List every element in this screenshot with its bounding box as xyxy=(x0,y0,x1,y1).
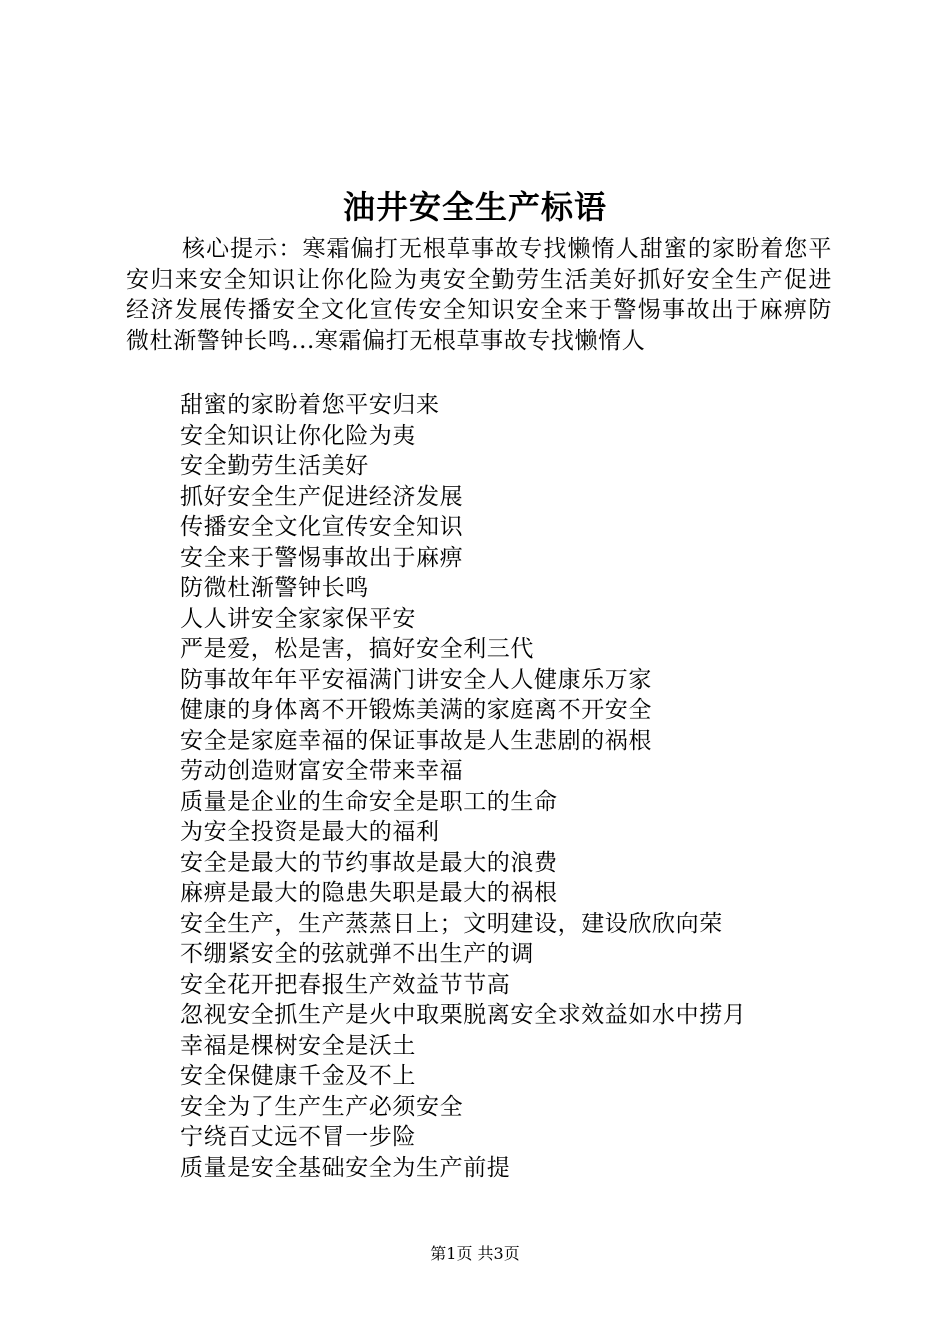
slogan-line: 传播安全文化宣传安全知识 xyxy=(180,514,464,540)
slogan-line: 安全为了生产生产必须安全 xyxy=(180,1093,464,1120)
page-footer: 第1页 共3页 xyxy=(430,1244,520,1263)
slogan-line: 安全生产，生产蒸蒸日上；文明建设，建设欣欣向荣 xyxy=(180,910,723,937)
slogan-line: 安全是家庭幸福的保证事故是人生悲剧的祸根 xyxy=(180,727,652,754)
slogan-line: 劳动创造财富安全带来幸福 xyxy=(180,758,464,784)
slogan-line: 安全来于警惕事故出于麻痹 xyxy=(180,544,464,571)
slogan-line: 抓好安全生产促进经济发展 xyxy=(180,483,464,510)
slogan-line: 安全勤劳生活美好 xyxy=(180,453,369,479)
slogan-line: 安全保健康千金及不上 xyxy=(180,1063,416,1089)
slogan-line: 质量是企业的生命安全是职工的生命 xyxy=(180,788,558,815)
slogan-list xyxy=(180,390,746,1183)
slogan-line: 不绷紧安全的弦就弹不出生产的调 xyxy=(180,941,534,967)
slogan-line: 质量是安全基础安全为生产前提 xyxy=(180,1154,511,1181)
slogan-line: 健康的身体离不开锻炼美满的家庭离不开安全 xyxy=(180,697,652,723)
slogan-line: 甜蜜的家盼着您平安归来 xyxy=(180,392,440,418)
slogan-line: 安全是最大的节约事故是最大的浪费 xyxy=(180,849,558,876)
intro-paragraph: 核心提示：寒霜偏打无根草事故专找懒惰人甜蜜的家盼着您平安归来安全知识让你化险为夷安全勤劳生活美好抓好安全生产促进经济发展传播安全文化宣传安全知识安全来于警惕事故出于麻痹防微杜渐警钟长鸣...寒霜偏打无根草事故专找懒惰人 xyxy=(126,236,832,354)
slogan-line: 防微杜渐警钟长鸣 xyxy=(180,575,369,601)
slogan-line: 防事故年年平安福满门讲安全人人健康乐万家 xyxy=(180,666,652,693)
slogan-line: 麻痹是最大的隐患失职是最大的祸根 xyxy=(180,880,558,906)
slogan-line: 人人讲安全家家保平安 xyxy=(180,605,416,632)
slogan-line: 严是爱，松是害，搞好安全利三代 xyxy=(180,636,534,662)
slogan-line: 安全知识让你化险为夷 xyxy=(180,422,416,449)
slogan-line: 宁绕百丈远不冒一步险 xyxy=(180,1124,416,1150)
slogan-line: 忽视安全抓生产是火中取栗脱离安全求效益如水中捞月 xyxy=(180,1002,747,1028)
document-title: 油井安全生产标语 xyxy=(342,188,607,226)
slogan-line: 安全花开把春报生产效益节节高 xyxy=(180,971,511,998)
slogan-line: 为安全投资是最大的福利 xyxy=(180,819,440,845)
slogan-line: 幸福是棵树安全是沃土 xyxy=(180,1032,416,1059)
